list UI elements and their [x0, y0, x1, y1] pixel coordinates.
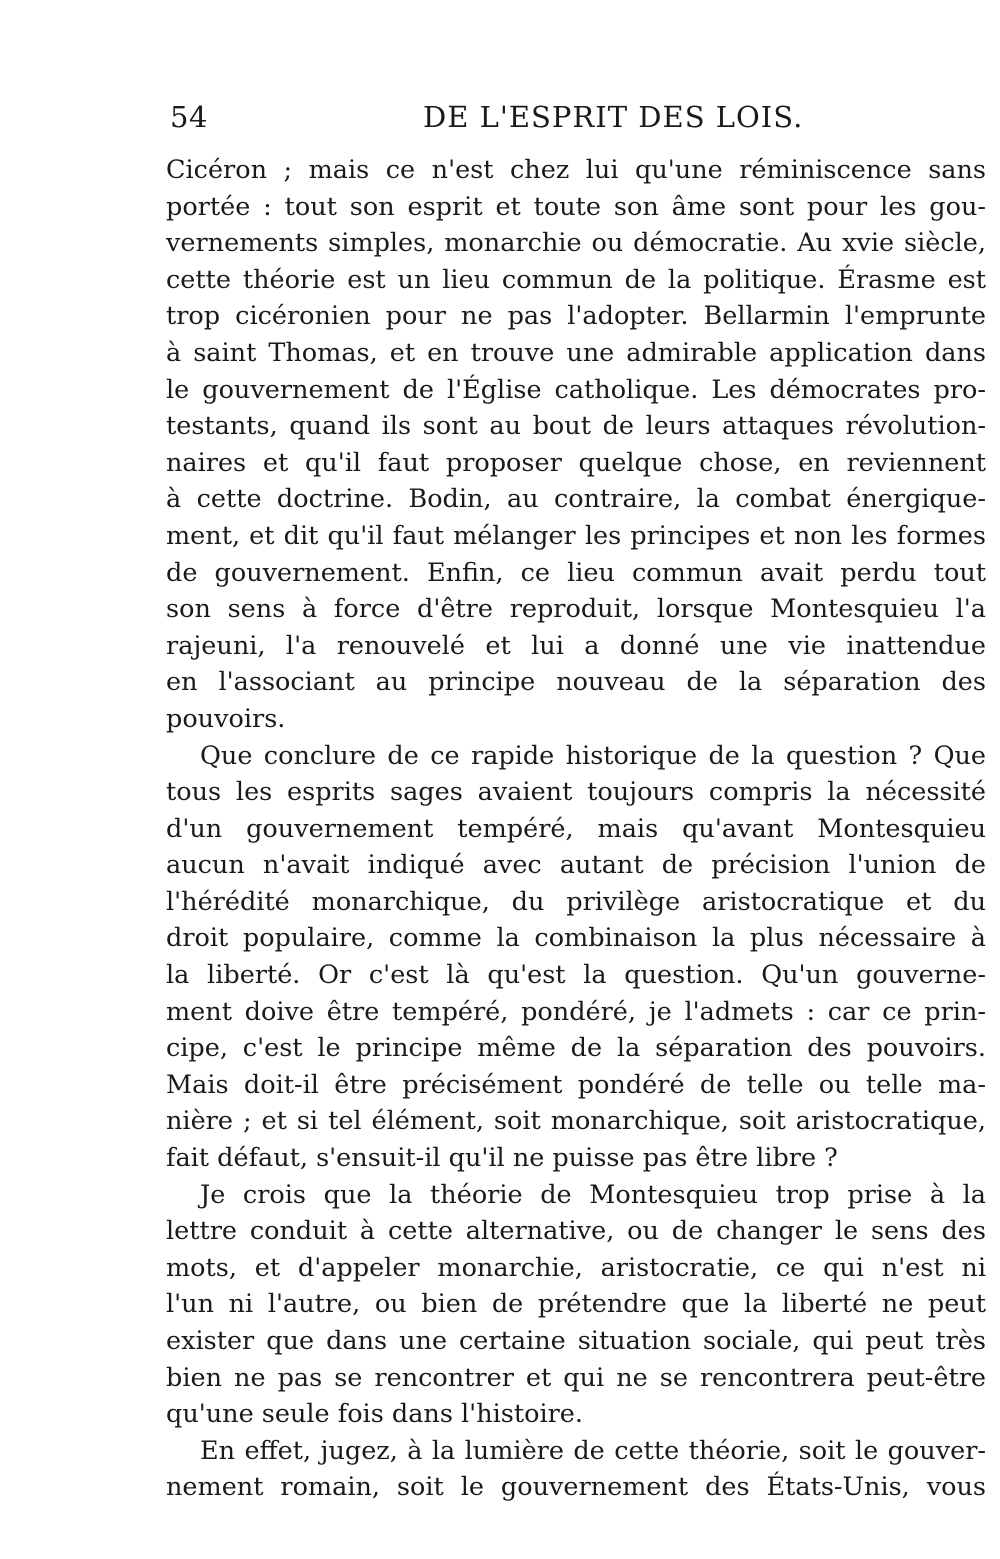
text-line: mots, et d'appeler monarchie, aristocratie, ce qui n'est ni — [166, 1252, 986, 1283]
text-line: Que conclure de ce rapide historique de la question ? Que — [200, 740, 986, 771]
text-line: l'hérédité monarchique, du privilège aristocratique et du — [166, 886, 986, 917]
body-text — [166, 152, 986, 1506]
text-line: trop cicéronien pour ne pas l'adopter. Bellarmin l'emprunte — [166, 301, 986, 332]
text-line: En effet, jugez, à la lumière de cette théorie, soit le gouver- — [200, 1435, 986, 1466]
text-line: ment doive être tempéré, pondéré, je l'admets : car ce prin- — [166, 996, 986, 1027]
text-line: naires et qu'il faut proposer quelque chose, en reviennent — [166, 447, 986, 478]
text-line: à saint Thomas, et en trouve une admirable application dans — [166, 337, 986, 368]
text-line: exister que dans une certaine situation sociale, qui peut très — [166, 1326, 986, 1356]
text-line: à cette doctrine. Bodin, au contraire, la combat énergique- — [166, 484, 986, 515]
text-line: portée : tout son esprit et toute son âme sont pour les gou- — [166, 191, 986, 222]
page-header — [170, 100, 980, 140]
text-line: l'un ni l'autre, ou bien de prétendre que la liberté ne peut — [166, 1289, 986, 1320]
text-line: Mais doit-il être précisément pondéré de telle ou telle ma- — [166, 1069, 986, 1100]
text-line: aucun n'avait indiqué avec autant de précision l'union de — [166, 850, 986, 881]
text-line: vernements simples, monarchie ou démocratie. Au xvie siècle, — [166, 228, 986, 259]
text-line: nement romain, soit le gouvernement des États-Unis, vous — [166, 1472, 986, 1503]
text-line: la liberté. Or c'est là qu'est la question. Qu'un gouverne- — [166, 960, 986, 991]
text-line: cette théorie est un lieu commun de la politique. Érasme est — [166, 264, 986, 295]
text-line: nière ; et si tel élément, soit monarchique, soit aristocratique, — [166, 1106, 986, 1137]
text-line: cipe, c'est le principe même de la séparation des pouvoirs. — [166, 1033, 986, 1064]
text-line: pouvoirs. — [166, 703, 286, 734]
paragraph-2 — [166, 738, 986, 1177]
text-line: son sens à force d'être reproduit, lorsque Montesquieu l'a — [166, 594, 986, 625]
text-line: fait défaut, s'ensuit-il qu'il ne puisse pas être libre ? — [166, 1143, 838, 1174]
text-line: ment, et dit qu'il faut mélanger les principes et non les formes — [166, 520, 986, 551]
text-line: bien ne pas se rencontrer et qui ne se rencontrera peut-être — [166, 1362, 986, 1393]
paragraph-4 — [166, 1433, 986, 1506]
text-line: tous les esprits sages avaient toujours compris la nécessité — [166, 777, 986, 808]
text-line: qu'une seule fois dans l'histoire. — [166, 1399, 584, 1430]
text-line: lettre conduit à cette alternative, ou de changer le sens des — [166, 1216, 986, 1247]
text-line: de gouvernement. Enfin, ce lieu commun avait perdu tout — [166, 557, 986, 588]
text-line: en l'associant au principe nouveau de la séparation des — [166, 667, 986, 698]
text-line: Cicéron ; mais ce n'est chez lui qu'une réminiscence sans — [166, 155, 986, 185]
text-line: testants, quand ils sont au bout de leurs attaques révolution- — [166, 411, 986, 442]
running-title: DE L'ESPRIT DES LOIS. — [423, 100, 804, 134]
paragraph-1 — [166, 152, 986, 738]
text-line: le gouvernement de l'Église catholique. Les démocrates pro- — [166, 374, 986, 405]
page-number: 54 — [170, 100, 208, 134]
text-line: droit populaire, comme la combinaison la plus nécessaire à — [166, 923, 986, 954]
text-line: Je crois que la théorie de Montesquieu trop prise à la — [200, 1179, 986, 1210]
text-line: d'un gouvernement tempéré, mais qu'avant Montesquieu — [166, 813, 986, 844]
paragraph-3 — [166, 1177, 986, 1433]
text-line: rajeuni, l'a renouvelé et lui a donné une vie inattendue — [166, 630, 986, 661]
